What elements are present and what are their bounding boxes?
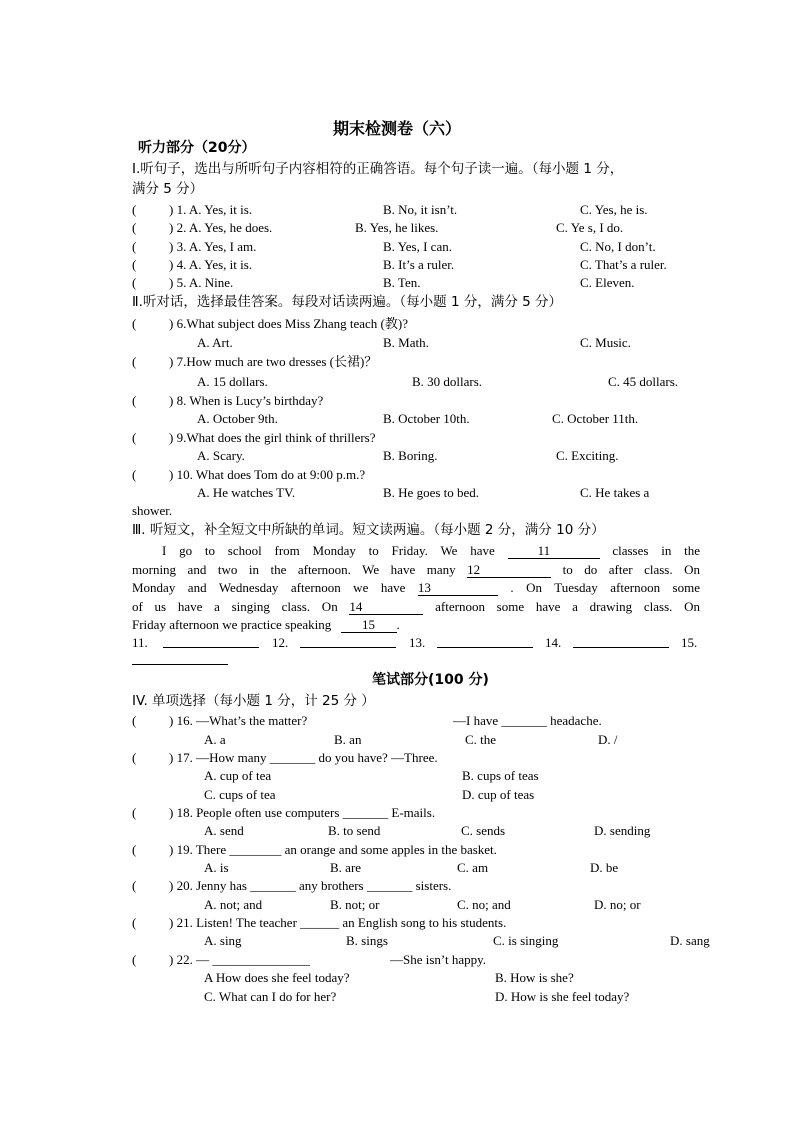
question-response: —I have _______ headache. bbox=[453, 713, 602, 728]
page-title: 期末检测卷（六） bbox=[332, 119, 461, 138]
passage-text: of us have a singing class. On bbox=[132, 599, 338, 614]
question-option-a: ) 4. A. Yes, it is. bbox=[169, 257, 253, 272]
option-d: D. be bbox=[590, 860, 619, 875]
answer-label-14: 14. bbox=[545, 635, 562, 650]
option-c: C. sends bbox=[461, 823, 506, 838]
option-d: D. cup of teas bbox=[462, 787, 535, 802]
option-b: B. Boring. bbox=[383, 448, 438, 463]
option-a: A. Scary. bbox=[197, 448, 245, 463]
answer-paren: ( bbox=[132, 393, 137, 408]
question-stem: ) 18. People often use computers _______ E-mails. bbox=[169, 805, 436, 820]
question-option-c: C. Eleven. bbox=[580, 275, 635, 290]
option-c: C. Exciting. bbox=[556, 448, 619, 463]
sec1-instruction-2: 满分 5 分） bbox=[132, 181, 204, 197]
option-b: B. cups of teas bbox=[462, 768, 539, 783]
answer-blank-13[interactable] bbox=[437, 635, 533, 648]
answer-paren: ( bbox=[132, 842, 137, 857]
question-10-wrap: shower. bbox=[132, 503, 173, 518]
answer-blank-12[interactable] bbox=[300, 635, 396, 648]
option-d: D. / bbox=[598, 732, 618, 747]
option-a: A. He watches TV. bbox=[197, 485, 296, 500]
question-option-a: ) 2. A. Yes, he does. bbox=[169, 220, 273, 235]
question-option-c: C. No, I don’t. bbox=[580, 239, 656, 254]
option-c: C. 45 dollars. bbox=[608, 374, 679, 389]
option-c: C. October 11th. bbox=[552, 411, 639, 426]
option-b: B. not; or bbox=[330, 897, 380, 912]
answer-blank-14[interactable] bbox=[573, 635, 669, 648]
passage-text: I go to school from Monday to Friday. We have bbox=[162, 543, 495, 558]
sec4-instruction: IV. 单项选择（每小题 1 分，计 25 分 ） bbox=[132, 693, 375, 709]
answer-blank-11[interactable] bbox=[163, 635, 259, 648]
option-a: A. cup of tea bbox=[204, 768, 272, 783]
option-c: C. He takes a bbox=[580, 485, 650, 500]
answer-paren: ( bbox=[132, 220, 137, 235]
option-a: A. is bbox=[204, 860, 229, 875]
written-header: 笔试部分(100 分) bbox=[372, 672, 489, 688]
question-option-a: ) 3. A. Yes, I am. bbox=[169, 239, 257, 254]
option-b: B. sings bbox=[346, 933, 388, 948]
answer-paren: ( bbox=[132, 467, 137, 482]
answer-paren: ( bbox=[132, 316, 137, 331]
answer-paren: ( bbox=[132, 878, 137, 893]
option-d: D. sending bbox=[594, 823, 651, 838]
question-stem: ) 10. What does Tom do at 9:00 p.m.? bbox=[169, 467, 366, 482]
question-option-c: C. Ye s, I do. bbox=[556, 220, 624, 235]
passage-text: morning and two in the afternoon. We have many bbox=[132, 562, 456, 577]
blank-15: 15 bbox=[341, 618, 397, 633]
question-stem: ) 22. — _______________ bbox=[169, 952, 310, 967]
answer-paren: ( bbox=[132, 805, 137, 820]
option-b: B. an bbox=[334, 732, 362, 747]
passage-line-3 bbox=[132, 579, 700, 598]
question-option-b: B. Yes, I can. bbox=[383, 239, 452, 254]
answer-label-12: 12. bbox=[272, 635, 289, 650]
question-option-a: ) 5. A. Nine. bbox=[169, 275, 234, 290]
passage-text: afternoon some have a drawing class. On bbox=[435, 599, 701, 614]
option-b: B. 30 dollars. bbox=[412, 374, 483, 389]
question-stem: ) 17. —How many _______ do you have? —Three. bbox=[169, 750, 438, 765]
option-a: A. not; and bbox=[204, 897, 263, 912]
answer-paren: ( bbox=[132, 915, 137, 930]
answer-paren: ( bbox=[132, 239, 137, 254]
option-c: C. Music. bbox=[580, 335, 631, 350]
passage-line-2 bbox=[132, 561, 700, 580]
answer-paren: ( bbox=[132, 354, 137, 369]
passage-text: . On Tuesday afternoon some bbox=[510, 580, 700, 595]
option-b: B. He goes to bed. bbox=[383, 485, 480, 500]
option-b: B. How is she? bbox=[495, 970, 574, 985]
blank-12: 12 bbox=[467, 563, 551, 578]
listening-header: 听力部分（20分） bbox=[138, 140, 256, 156]
answer-paren: ( bbox=[132, 275, 137, 290]
option-c: C. What can I do for her? bbox=[204, 989, 337, 1004]
question-option-b: B. Ten. bbox=[383, 275, 421, 290]
blank-11: 11 bbox=[508, 544, 600, 559]
answer-label-11: 11. bbox=[132, 635, 148, 650]
option-a: A. Art. bbox=[197, 335, 233, 350]
answer-paren: ( bbox=[132, 952, 137, 967]
blank-13: 13 bbox=[418, 581, 498, 596]
question-option-c: C. That’s a ruler. bbox=[580, 257, 667, 272]
answer-paren: ( bbox=[132, 430, 137, 445]
answer-label-13: 13. bbox=[409, 635, 426, 650]
option-b: B. are bbox=[330, 860, 362, 875]
question-stem: ) 7.How much are two dresses (长裙)？ bbox=[169, 354, 378, 369]
passage-text: . bbox=[396, 617, 400, 632]
option-c: C. cups of tea bbox=[204, 787, 276, 802]
question-option-b: B. Yes, he likes. bbox=[355, 220, 439, 235]
option-d: D. How is she feel today? bbox=[495, 989, 630, 1004]
answer-blank-15[interactable] bbox=[132, 652, 228, 665]
option-a: A. send bbox=[204, 823, 244, 838]
option-b: B. to send bbox=[328, 823, 381, 838]
blank-14: 14 bbox=[349, 600, 423, 615]
passage-text: classes in the bbox=[612, 543, 700, 558]
question-stem: ) 21. Listen! The teacher ______ an English song to his students. bbox=[169, 915, 507, 930]
option-d: D. sang bbox=[670, 933, 710, 948]
answer-paren: ( bbox=[132, 257, 137, 272]
question-stem: ) 9.What does the girl think of thrillers? bbox=[169, 430, 376, 445]
question-option-b: B. No, it isn’t. bbox=[383, 202, 458, 217]
sec3-instruction: Ⅲ. 听短文，补全短文中所缺的单词。短文读两遍。（每小题 2 分，满分 10 分） bbox=[132, 522, 605, 538]
answer-paren: ( bbox=[132, 202, 137, 217]
answer-label-15: 15. bbox=[681, 635, 698, 650]
question-stem: ) 19. There ________ an orange and some apples in the basket. bbox=[169, 842, 497, 857]
question-option-a: ) 1. A. Yes, it is. bbox=[169, 202, 253, 217]
option-a: A How does she feel today? bbox=[204, 970, 350, 985]
question-option-c: C. Yes, he is. bbox=[580, 202, 648, 217]
option-a: A. sing bbox=[204, 933, 242, 948]
passage-line-5 bbox=[132, 617, 400, 633]
question-stem: ) 20. Jenny has _______ any brothers _______ sisters. bbox=[169, 878, 452, 893]
passage-text: Monday and Wednesday afternoon we have bbox=[132, 580, 406, 595]
answer-paren: ( bbox=[132, 750, 137, 765]
passage-text: to do after class. On bbox=[562, 562, 701, 577]
question-stem: ) 16. —What’s the matter? bbox=[169, 713, 308, 728]
answer-blank-15-row bbox=[132, 652, 228, 669]
option-a: A. October 9th. bbox=[197, 411, 278, 426]
question-response: —She isn’t happy. bbox=[390, 952, 487, 967]
question-stem: ) 8. When is Lucy’s birthday? bbox=[169, 393, 324, 408]
option-c: C. is singing bbox=[493, 933, 559, 948]
question-stem: ) 6.What subject does Miss Zhang teach (教)? bbox=[169, 316, 408, 331]
option-a: A. a bbox=[204, 732, 226, 747]
sec1-instruction-1: Ⅰ.听句子，选出与所听句子内容相符的正确答语。每个句子读一遍。（每小题 1 分， bbox=[132, 161, 624, 177]
sec2-instruction: Ⅱ.听对话，选择最佳答案。每段对话读两遍。（每小题 1 分，满分 5 分） bbox=[132, 294, 563, 310]
passage-line-4 bbox=[132, 598, 700, 617]
option-b: B. Math. bbox=[383, 335, 429, 350]
answer-paren: ( bbox=[132, 713, 137, 728]
option-b: B. October 10th. bbox=[383, 411, 470, 426]
question-option-b: B. It’s a ruler. bbox=[383, 257, 455, 272]
option-c: C. am bbox=[457, 860, 489, 875]
option-a: A. 15 dollars. bbox=[197, 374, 268, 389]
option-c: C. the bbox=[465, 732, 497, 747]
passage-text: Friday afternoon we practice speaking bbox=[132, 617, 332, 632]
passage-line-1 bbox=[132, 542, 700, 561]
option-c: C. no; and bbox=[457, 897, 511, 912]
option-d: D. no; or bbox=[594, 897, 641, 912]
